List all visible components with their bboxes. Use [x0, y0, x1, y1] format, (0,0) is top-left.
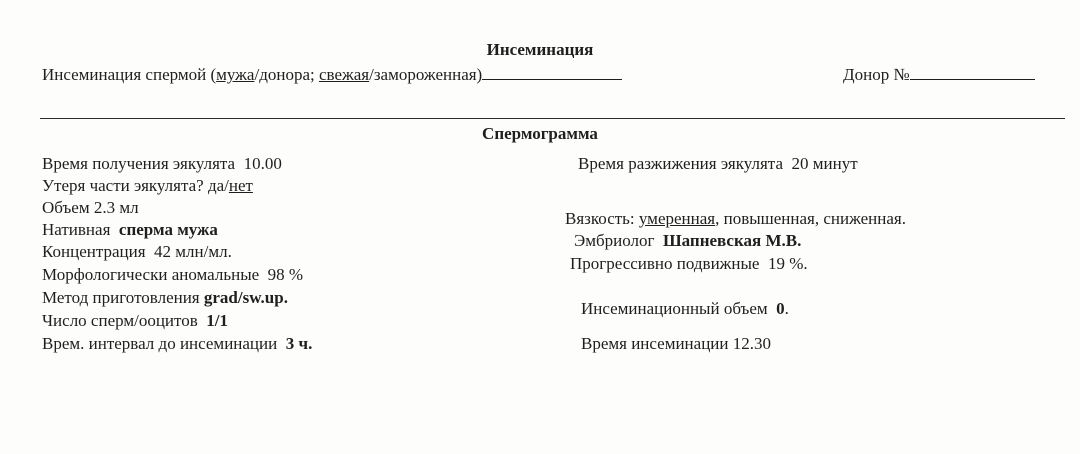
morphology-value: 98 %: [267, 265, 304, 284]
option-husband: мужа: [216, 65, 255, 84]
time-received-row: [42, 154, 282, 174]
donor-number-blank: [910, 65, 1035, 80]
insemination-blank: [482, 65, 622, 80]
method-row: [42, 288, 288, 308]
insemination-line: [42, 65, 622, 85]
insemination-volume-row: [581, 299, 789, 319]
method-label: Метод приготовления: [42, 288, 200, 307]
spermogram-title: Спермограмма: [482, 124, 598, 143]
ratio-label: Число сперм/ооцитов: [42, 311, 198, 330]
liquefaction-row: [578, 154, 858, 174]
donor-label: Донор №: [843, 65, 910, 84]
insemination-volume-value: 0: [776, 299, 785, 318]
embryologist-label: Эмбриолог: [574, 231, 655, 250]
volume-row: Объем 2.3 мл: [42, 198, 139, 217]
interval-row: [42, 334, 312, 354]
insemination-volume-label: Инсеминационный объем: [581, 299, 768, 318]
liquefaction-value: 20 минут: [791, 154, 858, 173]
loss-answer: нет: [228, 176, 253, 195]
option-separator: /донора;: [254, 65, 319, 84]
concentration-row: [42, 242, 232, 262]
viscosity-row: [565, 209, 906, 229]
liquefaction-label: Время разжижения эякулята: [578, 154, 783, 173]
insemination-time-row: [581, 334, 771, 354]
insemination-time-label: Время инсеминации: [581, 334, 729, 353]
native-value: сперма мужа: [118, 220, 218, 239]
donor-field: [843, 65, 1035, 85]
embryologist-value: Шапневская М.В.: [662, 231, 802, 250]
insemination-volume-tail: .: [784, 299, 789, 318]
concentration-value: 42 млн/мл.: [154, 242, 232, 261]
concentration-label: Концентрация: [42, 242, 146, 261]
method-value: grad/sw.up: [203, 288, 284, 307]
loss-question: Утеря части эякулята? да/: [42, 176, 229, 195]
native-label: Нативная: [42, 220, 111, 239]
ratio-row: [42, 311, 228, 331]
option-frozen: /замороженная): [369, 65, 483, 84]
time-received-value: 10.00: [243, 154, 282, 173]
insemination-title: Инсеминация: [486, 40, 594, 59]
progressive-value: 19 %.: [767, 254, 808, 273]
method-tail: .: [283, 288, 288, 307]
interval-label: Врем. интервал до инсеминации: [42, 334, 278, 353]
viscosity-rest: , повышенная, сниженная.: [715, 209, 906, 228]
native-row: [42, 220, 218, 240]
time-received-label: Время получения эякулята: [42, 154, 236, 173]
loss-row: [42, 176, 253, 196]
option-fresh: свежая: [318, 65, 370, 84]
interval-value: 3 ч.: [285, 334, 313, 353]
morphology-row: [42, 265, 303, 285]
embryologist-row: [574, 231, 801, 251]
progressive-label: Прогрессивно подвижные: [570, 254, 760, 273]
morphology-label: Морфологически аномальные: [42, 265, 260, 284]
insemination-prefix: Инсеминация спермой (: [42, 65, 217, 84]
progressive-row: [570, 254, 808, 274]
viscosity-label: Вязкость:: [565, 209, 639, 228]
viscosity-selected: умеренная: [638, 209, 716, 228]
insemination-time-value: 12.30: [732, 334, 771, 353]
ratio-value: 1/1: [206, 311, 228, 330]
section-divider: [40, 118, 1065, 119]
